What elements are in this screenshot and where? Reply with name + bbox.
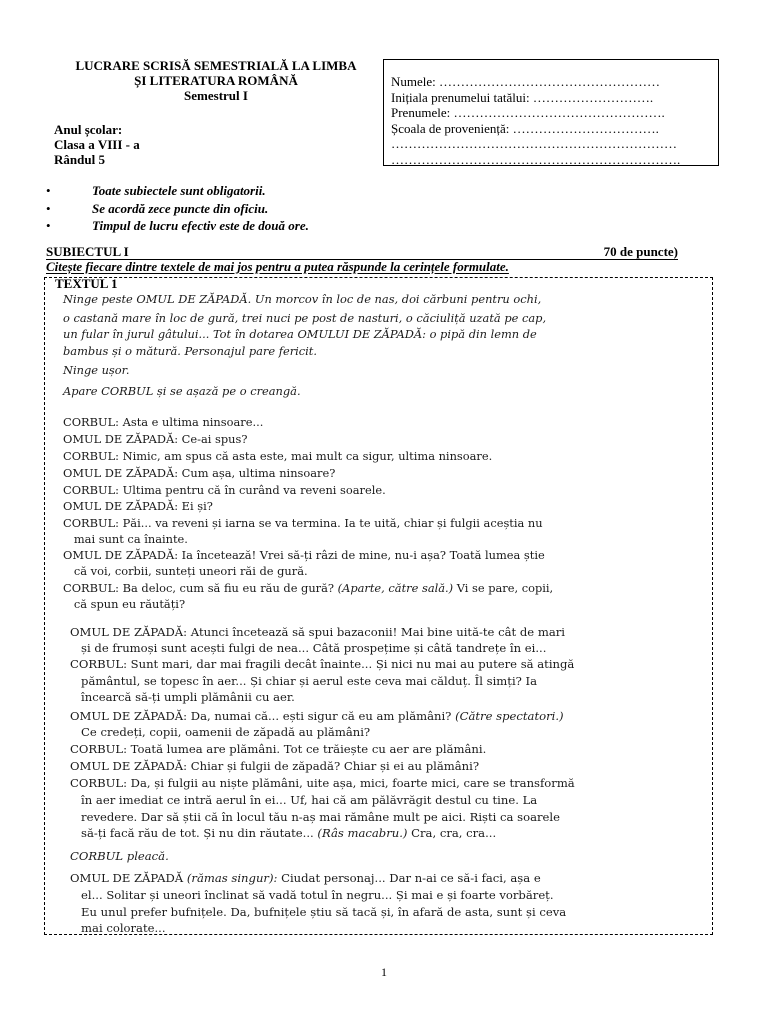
student-info-box bbox=[383, 59, 719, 166]
rule-item bbox=[46, 200, 309, 218]
rule-text: Timpul de lucru efectiv este de două ore. bbox=[92, 218, 309, 233]
dialogue-line: CORBUL: Sunt mari, dar mai fragili decât înainte... Și nici nu mai au putere să atingă bbox=[70, 657, 575, 671]
dialogue-line bbox=[70, 870, 541, 886]
rule-text: Se acordă zece puncte din oficiu. bbox=[92, 200, 269, 216]
dialogue-text: Ciudat personaj... Dar n-ai ce să-i faci, așa e bbox=[277, 871, 541, 885]
first-name-field[interactable]: Prenumele: …………………………………………. bbox=[391, 105, 665, 120]
exam-title-line: Semestrul I bbox=[184, 88, 248, 103]
dialogue-line: CORBUL: Toată lumea are plămâni. Tot ce trăiește cu aer are plămâni. bbox=[70, 742, 487, 756]
dialogue-line: CORBUL: Nimic, am spus că asta este, mai mult ca sigur, ultima ninsoare. bbox=[63, 449, 493, 463]
row-label: Rândul 5 bbox=[54, 152, 105, 167]
subject-instruction: Citește fiecare dintre textele de mai jos pentru a putea răspunde la cerințele formulate. bbox=[46, 259, 509, 274]
dialogue-line: în aer imediat ce intră aerul în ei... Uf, hai că am pălăvrăgit destul cu tine. La bbox=[70, 793, 538, 807]
dialogue-line bbox=[63, 580, 553, 596]
dialogue-line: mai colorate... bbox=[70, 921, 166, 935]
dialogue-line bbox=[70, 708, 564, 724]
dialogue-text: CORBUL: Ba deloc, cum să fiu eu rău de gură? bbox=[63, 581, 338, 595]
exam-title bbox=[46, 58, 386, 103]
dialogue-text: Vi se pare, copii, bbox=[453, 581, 554, 595]
stage-aside: (Râs macabru.) bbox=[317, 826, 408, 840]
dialogue-line: că voi, corbii, sunteți uneori răi de gură. bbox=[63, 564, 308, 578]
dialogue-line: Eu unul prefer bufnițele. Da, bufnițele știu să tacă și, în afară de asta, sunt și ceva bbox=[70, 905, 567, 919]
subject-points: 70 de puncte) bbox=[603, 244, 678, 259]
dialogue-line: OMUL DE ZĂPADĂ: Ia încetează! Vrei să-ți râzi de mine, nu-i așa? Toată lumea știe bbox=[63, 548, 545, 562]
stage-direction: Apare CORBUL și se așază pe o creangă. bbox=[63, 384, 301, 398]
rule-text: Toate subiectele sunt obligatorii. bbox=[92, 183, 266, 198]
rule-item bbox=[46, 182, 309, 200]
father-initial-field[interactable]: Inițiala prenumelui tatălui: ………………………. bbox=[391, 89, 654, 105]
dialogue-line: CORBUL: Asta e ultima ninsoare... bbox=[63, 415, 264, 429]
dialogue-line: CORBUL: Păi... va reveni și iarna se va termina. Ia te uită, chiar și fulgii aceștia nu bbox=[63, 516, 543, 530]
school-field[interactable]: Școala de proveniență: ……………………………. bbox=[391, 120, 659, 136]
dialogue-line: el... Solitar și uneori înclinat să vadă totul în negru... Și mai e și foarte vorbăreț. bbox=[70, 888, 554, 902]
bullet-icon: • bbox=[46, 200, 51, 216]
bullet-icon: • bbox=[46, 183, 51, 198]
dialogue-line bbox=[70, 825, 496, 841]
dialogue-line: și de frumoși sunt acești fulgi de nea... Câtă prospețime și câtă tandrețe în ei... bbox=[70, 641, 547, 655]
exam-title-line: LUCRARE SCRISĂ SEMESTRIALĂ LA LIMBA bbox=[75, 58, 357, 73]
stage-aside: (Aparte, către sală.) bbox=[337, 581, 454, 595]
page-number: 1 bbox=[381, 965, 387, 979]
dialogue-line: mai sunt ca înainte. bbox=[63, 532, 188, 546]
intro-line: Ninge peste OMUL DE ZĂPADĂ. Un morcov în loc de nas, doi cărbuni pentru ochi, bbox=[63, 292, 542, 306]
name-field[interactable]: Numele: …………………………………………… bbox=[391, 74, 661, 89]
dialogue-line: că spun eu răutăți? bbox=[63, 597, 186, 611]
dialogue-line: OMUL DE ZĂPADĂ: Ce-ai spus? bbox=[63, 432, 248, 446]
dialogue-line: pământul, se topesc în aer... Și chiar și aerul este ceva mai călduț. Îl simți? Ia bbox=[70, 674, 538, 688]
school-year-label: Anul școlar: bbox=[54, 122, 123, 137]
stage-aside: (rămas singur): bbox=[186, 871, 278, 885]
exam-rules bbox=[46, 182, 309, 235]
school-field-continued[interactable]: ………………………………………………………… bbox=[391, 136, 677, 151]
dialogue-line: OMUL DE ZĂPADĂ: Cum așa, ultima ninsoare? bbox=[63, 466, 336, 480]
dialogue-line: încearcă să-ți umpli plămânii cu aer. bbox=[70, 690, 295, 704]
intro-line: o castană mare în loc de gură, trei nuci pe post de nasturi, o căciuliță uzată pe cap, bbox=[63, 311, 547, 325]
bullet-icon: • bbox=[46, 218, 51, 233]
school-field-continued[interactable]: …………………………………………………………. bbox=[391, 151, 681, 166]
stage-direction: CORBUL pleacă. bbox=[70, 849, 169, 863]
dialogue-text: OMUL DE ZĂPADĂ bbox=[70, 871, 187, 885]
intro-line: un fular în jurul gâtului... Tot în dotarea OMULUI DE ZĂPADĂ: o pipă din lemn de bbox=[63, 327, 537, 341]
stage-aside: (Către spectatori.) bbox=[455, 709, 564, 723]
dialogue-line: OMUL DE ZĂPADĂ: Chiar și fulgii de zăpadă? Chiar și ei au plămâni? bbox=[70, 759, 480, 773]
subject-title: SUBIECTUL I bbox=[46, 244, 129, 259]
exam-title-line: ȘI LITERATURA ROMÂNĂ bbox=[134, 73, 298, 88]
dialogue-line: OMUL DE ZĂPADĂ: Ei și? bbox=[63, 499, 213, 513]
dialogue-line: Ce credeți, copii, oamenii de zăpadă au plămâni? bbox=[70, 725, 371, 739]
class-label: Clasa a VIII - a bbox=[54, 137, 140, 152]
dialogue-line: CORBUL: Da, și fulgii au niște plămâni, uite așa, mici, foarte mici, care se transformă bbox=[70, 776, 575, 790]
text-label: TEXTUL 1 bbox=[55, 276, 118, 291]
dialogue-line: revedere. Dar să știi că în locul tău n-aș mai rămâne mult pe aici. Riști ca soarele bbox=[70, 810, 560, 824]
class-info bbox=[54, 122, 140, 167]
dialogue-text: să-ți facă rău de tot. Și nu din răutate... bbox=[70, 826, 318, 840]
intro-line: bambus și o mătură. Personajul pare fericit. bbox=[63, 344, 318, 358]
dialogue-text: Cra, cra, cra... bbox=[407, 826, 497, 840]
dialogue-text: OMUL DE ZĂPADĂ: Da, numai că... ești sigur că eu am plămâni? bbox=[70, 709, 456, 723]
rule-item bbox=[46, 217, 309, 235]
dialogue-line: OMUL DE ZĂPADĂ: Atunci încetează să spui bazaconii! Mai bine uită-te cât de mari bbox=[70, 625, 565, 639]
stage-direction: Ninge ușor. bbox=[63, 363, 130, 377]
dialogue-line: CORBUL: Ultima pentru că în curând va reveni soarele. bbox=[63, 483, 386, 497]
subject-heading bbox=[46, 244, 678, 260]
